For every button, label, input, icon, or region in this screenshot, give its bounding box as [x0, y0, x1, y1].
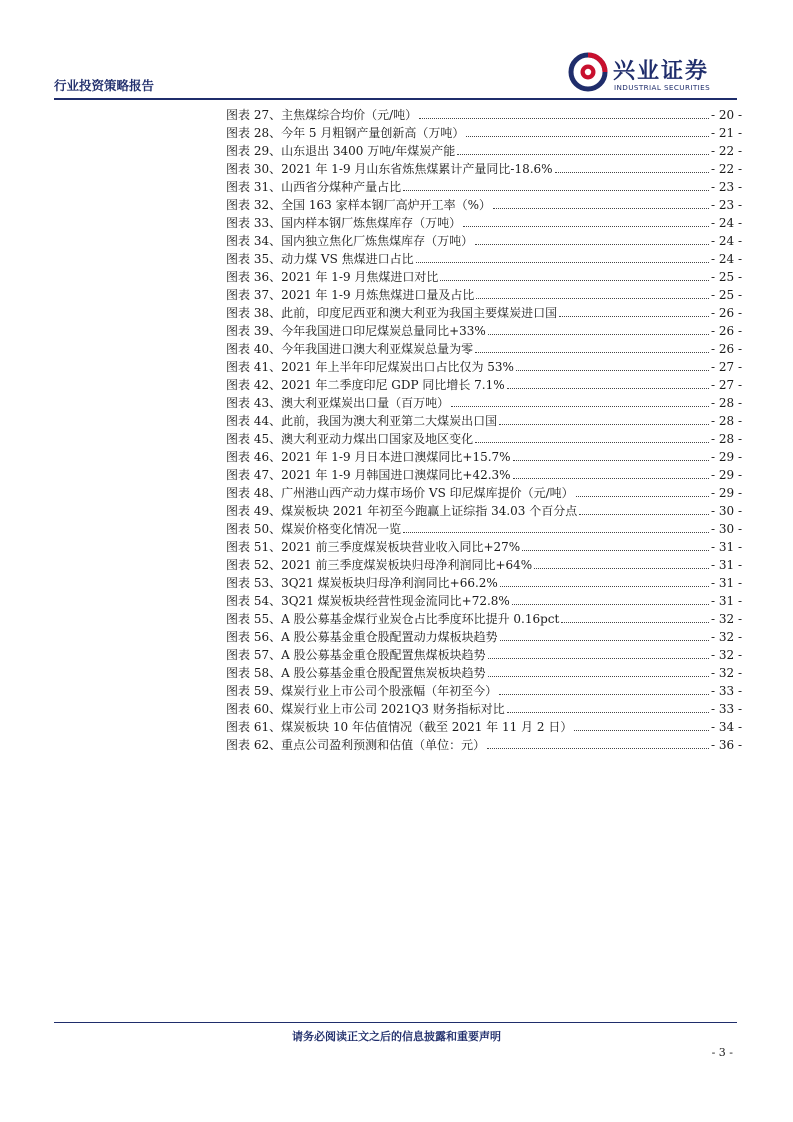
toc-entry[interactable] [226, 736, 742, 754]
toc-dot-leader [476, 298, 709, 299]
toc-entry[interactable] [226, 160, 742, 178]
toc-entry[interactable] [226, 664, 742, 682]
toc-entry-label: 图表 60、煤炭行业上市公司 2021Q3 财务指标对比 [226, 702, 505, 716]
toc-dot-leader [463, 226, 709, 227]
toc-entry-label: 图表 49、煤炭板块 2021 年初至今跑赢上证综指 34.03 个百分点 [226, 504, 578, 518]
toc-entry-page: - 30 - [710, 504, 742, 518]
toc-entry-label: 图表 59、煤炭行业上市公司个股涨幅（年初至今） [226, 684, 498, 698]
toc-entry-page: - 26 - [710, 324, 742, 338]
toc-entry-page: - 24 - [710, 234, 742, 248]
toc-entry-page: - 23 - [710, 198, 742, 212]
toc-entry-page: - 27 - [710, 378, 742, 392]
toc-entry-page: - 29 - [710, 468, 742, 482]
toc-dot-leader [475, 244, 709, 245]
toc-entry-page: - 28 - [710, 396, 742, 410]
toc-entry[interactable] [226, 286, 742, 304]
toc-entry-page: - 31 - [710, 576, 742, 590]
toc-entry[interactable] [226, 538, 742, 556]
toc-entry-page: - 30 - [710, 522, 742, 536]
toc-dot-leader [466, 136, 709, 137]
toc-entry-page: - 31 - [710, 594, 742, 608]
toc-entry-page: - 33 - [710, 702, 742, 716]
toc-dot-leader [579, 514, 709, 515]
toc-dot-leader [440, 280, 709, 281]
toc-dot-leader [493, 208, 709, 209]
toc-entry-label: 图表 44、此前，我国为澳大利亚第二大煤炭出口国 [226, 414, 498, 428]
header-divider [54, 98, 737, 100]
toc-entry-label: 图表 39、今年我国进口印尼煤炭总量同比+33% [226, 324, 486, 338]
toc-dot-leader [488, 676, 709, 677]
toc-dot-leader [500, 586, 709, 587]
toc-entry-label: 图表 50、煤炭价格变化情况一览 [226, 522, 402, 536]
toc-entry[interactable] [226, 484, 742, 502]
toc-dot-leader [513, 478, 709, 479]
toc-entry[interactable] [226, 340, 742, 358]
toc-dot-leader [419, 118, 709, 119]
toc-entry-label: 图表 57、A 股公募基金重仓股配置焦煤板块趋势 [226, 648, 486, 662]
toc-entry-page: - 24 - [710, 216, 742, 230]
toc-entry-label: 图表 36、2021 年 1-9 月焦煤进口对比 [226, 270, 439, 284]
toc-entry-label: 图表 40、今年我国进口澳大利亚煤炭总量为零 [226, 342, 474, 356]
toc-entry-label: 图表 48、广州港山西产动力煤市场价 VS 印尼煤库提价（元/吨） [226, 486, 574, 500]
toc-entry-label: 图表 32、全国 163 家样本钢厂高炉开工率（%） [226, 198, 492, 212]
toc-dot-leader [403, 190, 709, 191]
toc-dot-leader [516, 370, 709, 371]
toc-entry-label: 图表 34、国内独立焦化厂炼焦煤库存（万吨） [226, 234, 474, 248]
toc-entry-label: 图表 46、2021 年 1-9 月日本进口澳煤同比+15.7% [226, 450, 511, 464]
toc-dot-leader [487, 748, 709, 749]
toc-entry-page: - 32 - [710, 648, 742, 662]
report-type-title: 行业投资策略报告 [54, 78, 155, 93]
toc-dot-leader [488, 334, 709, 335]
toc-entry-label: 图表 52、2021 前三季度煤炭板块归母净利润同比+64% [226, 558, 533, 572]
toc-entry[interactable] [226, 556, 742, 574]
toc-entry-page: - 22 - [710, 162, 742, 176]
toc-entry-page: - 28 - [710, 432, 742, 446]
toc-dot-leader [555, 172, 709, 173]
toc-entry-label: 图表 28、今年 5 月粗钢产量创新高（万吨） [226, 126, 465, 140]
toc-entry-label: 图表 41、2021 年上半年印尼煤炭出口占比仅为 53% [226, 360, 514, 374]
toc-entry[interactable] [226, 466, 742, 484]
toc-dot-leader [576, 496, 709, 497]
toc-entry-label: 图表 42、2021 年二季度印尼 GDP 同比增长 7.1% [226, 378, 505, 392]
toc-entry-page: - 31 - [710, 540, 742, 554]
toc-entry[interactable] [226, 268, 742, 286]
toc-entry-label: 图表 27、主焦煤综合均价（元/吨） [226, 108, 418, 122]
toc-entry-label: 图表 61、煤炭板块 10 年估值情况（截至 2021 年 11 月 2 日） [226, 720, 573, 734]
toc-dot-leader [513, 460, 709, 461]
toc-dot-leader [499, 424, 709, 425]
toc-entry-page: - 24 - [710, 252, 742, 266]
toc-entry-label: 图表 54、3Q21 煤炭板块经营性现金流同比+72.8% [226, 594, 510, 608]
toc-entry[interactable] [226, 322, 742, 340]
toc-entry-label: 图表 45、澳大利亚动力煤出口国家及地区变化 [226, 432, 474, 446]
toc-dot-leader [559, 316, 709, 317]
toc-entry[interactable] [226, 412, 742, 430]
toc-entry-page: - 33 - [710, 684, 742, 698]
toc-entry-page: - 29 - [710, 450, 742, 464]
toc-entry-page: - 26 - [710, 342, 742, 356]
toc-entry[interactable] [226, 430, 742, 448]
toc-entry-label: 图表 47、2021 年 1-9 月韩国进口澳煤同比+42.3% [226, 468, 511, 482]
toc-entry[interactable] [226, 394, 742, 412]
toc-entry-label: 图表 58、A 股公募基金重仓股配置焦炭板块趋势 [226, 666, 486, 680]
toc-entry-page: - 23 - [710, 180, 742, 194]
toc-entry-label: 图表 56、A 股公募基金重仓股配置动力煤板块趋势 [226, 630, 498, 644]
toc-entry[interactable] [226, 178, 742, 196]
toc-entry-label: 图表 43、澳大利亚煤炭出口量（百万吨） [226, 396, 450, 410]
page-number: - 3 - [711, 1046, 733, 1059]
toc-entry-label: 图表 55、A 股公募基金煤行业炭仓占比季度环比提升 0.16pct [226, 612, 560, 626]
toc-dot-leader [512, 604, 709, 605]
toc-entry[interactable] [226, 232, 742, 250]
figure-index-list [226, 106, 742, 754]
toc-entry[interactable] [226, 592, 742, 610]
toc-entry-label: 图表 37、2021 年 1-9 月炼焦煤进口量及占比 [226, 288, 475, 302]
toc-entry[interactable] [226, 358, 742, 376]
toc-entry[interactable] [226, 628, 742, 646]
disclaimer-notice: 请务必阅读正文之后的信息披露和重要声明 [292, 1030, 501, 1043]
logo-english-name: INDUSTRIAL SECURITIES [614, 83, 711, 92]
toc-dot-leader [534, 568, 709, 569]
toc-dot-leader [499, 694, 709, 695]
toc-entry[interactable] [226, 448, 742, 466]
toc-entry-label: 图表 31、山西省分煤种产量占比 [226, 180, 402, 194]
toc-entry[interactable] [226, 124, 742, 142]
toc-entry-label: 图表 38、此前，印度尼西亚和澳大利亚为我国主要煤炭进口国 [226, 306, 558, 320]
toc-entry[interactable] [226, 304, 742, 322]
toc-dot-leader [475, 352, 709, 353]
toc-entry-page: - 26 - [710, 306, 742, 320]
toc-entry-page: - 32 - [710, 612, 742, 626]
toc-entry-label: 图表 30、2021 年 1-9 月山东省炼焦煤累计产量同比-18.6% [226, 162, 553, 176]
toc-entry-page: - 22 - [710, 144, 742, 158]
toc-entry[interactable] [226, 502, 742, 520]
industrial-securities-logo-icon [568, 52, 608, 92]
toc-dot-leader [416, 262, 709, 263]
toc-entry[interactable] [226, 718, 742, 736]
toc-entry[interactable] [226, 142, 742, 160]
toc-entry-page: - 32 - [710, 630, 742, 644]
toc-dot-leader [475, 442, 709, 443]
toc-entry-label: 图表 29、山东退出 3400 万吨/年煤炭产能 [226, 144, 456, 158]
toc-entry-label: 图表 33、国内样本钢厂炼焦煤库存（万吨） [226, 216, 462, 230]
toc-entry[interactable] [226, 574, 742, 592]
toc-dot-leader [488, 658, 709, 659]
logo-chinese-name: 兴业证券 [613, 59, 710, 84]
toc-entry[interactable] [226, 700, 742, 718]
toc-entry[interactable] [226, 250, 742, 268]
toc-entry[interactable] [226, 196, 742, 214]
toc-entry[interactable] [226, 682, 742, 700]
toc-entry-page: - 29 - [710, 486, 742, 500]
toc-dot-leader [507, 712, 709, 713]
toc-entry-label: 图表 53、3Q21 煤炭板块归母净利润同比+66.2% [226, 576, 498, 590]
company-logo [568, 52, 738, 98]
toc-entry[interactable] [226, 646, 742, 664]
toc-entry[interactable] [226, 520, 742, 538]
toc-dot-leader [507, 388, 709, 389]
toc-dot-leader [574, 730, 709, 731]
toc-entry-label: 图表 35、动力煤 VS 焦煤进口占比 [226, 252, 414, 266]
toc-entry-page: - 32 - [710, 666, 742, 680]
toc-entry[interactable] [226, 214, 742, 232]
toc-dot-leader [451, 406, 709, 407]
toc-entry-page: - 25 - [710, 270, 742, 284]
toc-dot-leader [522, 550, 709, 551]
toc-dot-leader [561, 622, 709, 623]
toc-dot-leader [457, 154, 709, 155]
toc-entry-page: - 21 - [710, 126, 742, 140]
toc-entry[interactable] [226, 376, 742, 394]
toc-entry-page: - 25 - [710, 288, 742, 302]
toc-entry-page: - 28 - [710, 414, 742, 428]
toc-dot-leader [403, 532, 709, 533]
toc-entry-page: - 34 - [710, 720, 742, 734]
toc-entry[interactable] [226, 610, 742, 628]
toc-entry[interactable] [226, 106, 742, 124]
toc-entry-label: 图表 51、2021 前三季度煤炭板块营业收入同比+27% [226, 540, 521, 554]
toc-entry-page: - 20 - [710, 108, 742, 122]
toc-entry-page: - 36 - [710, 738, 742, 752]
toc-dot-leader [500, 640, 709, 641]
footer-divider [54, 1022, 737, 1023]
toc-entry-label: 图表 62、重点公司盈利预测和估值（单位：元） [226, 738, 486, 752]
toc-entry-page: - 27 - [710, 360, 742, 374]
toc-entry-page: - 31 - [710, 558, 742, 572]
